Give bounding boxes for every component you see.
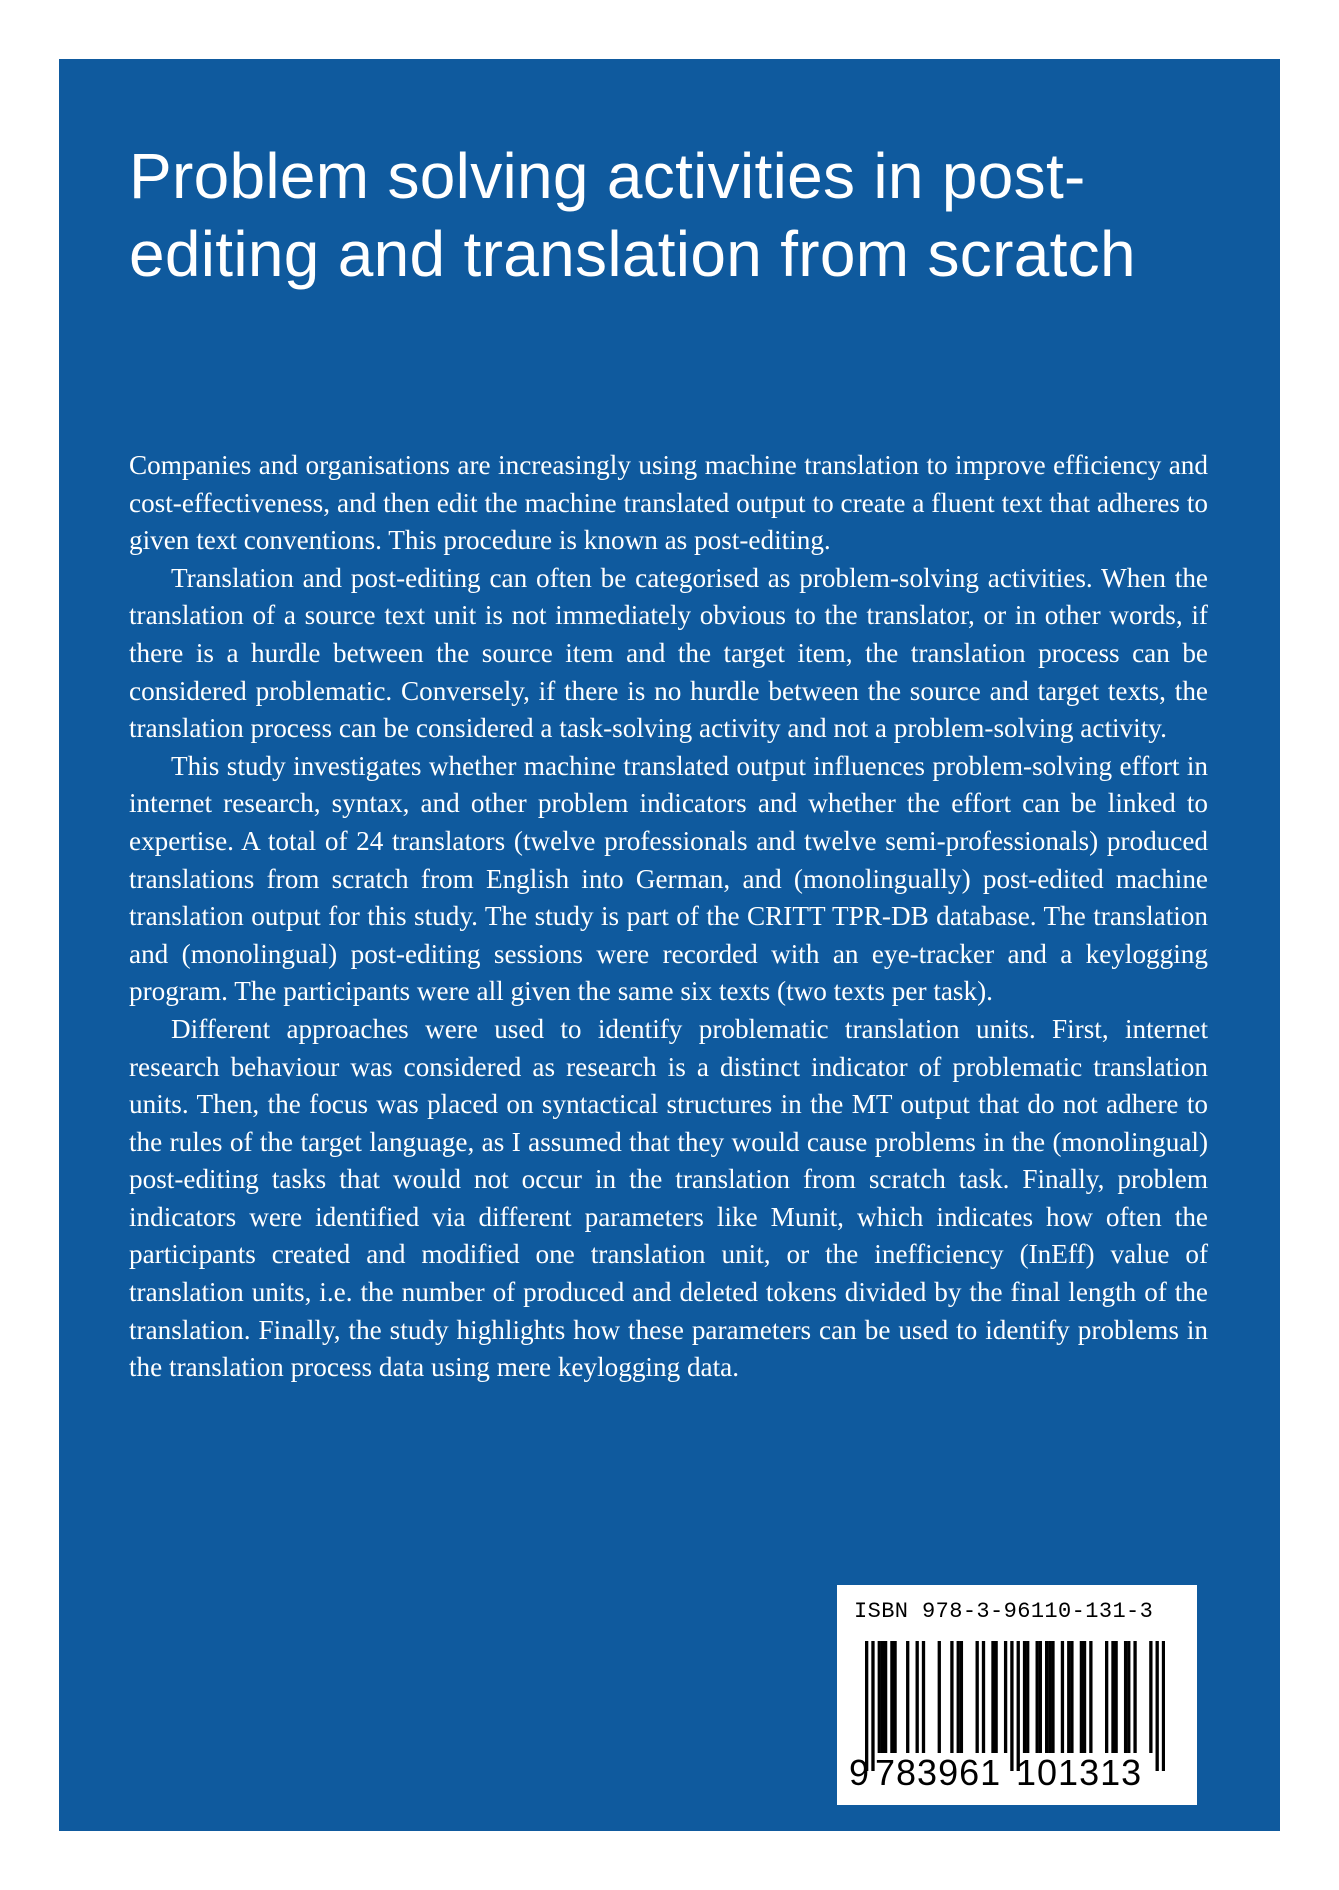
barcode-right-digits: 101313 [1016,1752,1143,1793]
barcode-bar [1051,1641,1054,1753]
barcode-bar [1133,1641,1136,1753]
barcode-bar [960,1641,963,1753]
barcode-bar [893,1641,896,1753]
barcode-bar [1061,1641,1064,1753]
barcode-bar [1039,1641,1042,1753]
barcode-bar [884,1641,887,1753]
barcode-bar [1111,1641,1114,1753]
isbn-label: ISBN 978-3-96110-131-3 [854,1599,1154,1624]
barcode-guard-bar [1010,1641,1013,1771]
book-back-cover [59,59,1280,1831]
book-blurb [129,447,1208,1387]
barcode-bar [1105,1641,1108,1753]
barcode-bar [881,1641,884,1753]
barcode-bar [1080,1641,1083,1753]
barcode-bar [1083,1641,1086,1753]
barcode-bar [890,1641,893,1753]
barcode-bar [1114,1641,1117,1753]
barcode-bar [1067,1641,1070,1753]
barcode-guard-bar [1162,1641,1165,1771]
barcode-bar [950,1641,953,1753]
barcode-bar [1070,1641,1073,1753]
barcode-bar [982,1641,985,1753]
barcode-bar [1124,1641,1127,1753]
blurb-paragraph-1: Companies and organisations are increasingly using machine translation to improve efficiency and cost-effectiveness, and then edit the machine translated output to create a fluent text that adheres to given text conventions. This procedure is known as post-editing. [129,450,1208,556]
barcode-bar [957,1641,960,1753]
barcode-bar [906,1641,909,1753]
barcode-bar [922,1641,925,1753]
barcode-guard-bar [1156,1641,1159,1771]
barcode-bar [1089,1641,1092,1753]
barcode-bar [976,1641,979,1753]
blurb-paragraph-4: Different approaches were used to identify problematic translation units. First, internet research behaviour was considered as research is a distinct indicator of problematic translation units. Then, the focus was placed on syntactical structures in the MT output that do not adhere to the rules of the target language, as I assumed that they would cause problems in the (monolingual) post-editing tasks that would not occur in the translation from scratch task. Finally, problem indicators were identified via different parameters like Munit, which indicates how often the participants created and modified one translation unit, or the inefficiency (InEff) value of translation units, i.e. the number of produced and deleted tokens divided by the final length of the translation. Finally, the study highlights how these parameters can be used to identify problems in the translation process data using mere keylogging data. [129,1013,1208,1383]
barcode-bar [1026,1641,1029,1753]
blurb-paragraph-3: This study investigates whether machine translated output influences problem-solving effort in internet research, syntax, and other problem indicators and whether the effort can be linked to expertise. A total of 24 translators (twelve professionals and twelve semi-professionals) produced translations from scratch from English into German, and (monolingually) post-edited machine translation output for this study. The study is part of the CRITT TPR-DB database. The translation and (monolingual) post-editing sessions were recorded with an eye-tracker and a keylogging program. The participants were all given the same six texts (two texts per task). [129,750,1208,1007]
barcode-bar [1127,1641,1130,1753]
barcode-bar [1048,1641,1051,1753]
isbn-barcode-box [837,1585,1197,1805]
barcode-bar [991,1641,994,1753]
barcode-bar [1004,1641,1007,1753]
barcode-bar [878,1641,881,1753]
barcode-left-digits: 783961 [875,1752,1002,1793]
barcode-lead-digit: 9 [849,1752,870,1793]
book-title: Problem solving activities in post-editing and translation from scratch [129,140,1136,290]
barcode-bar [1045,1641,1048,1753]
barcode-bar [1023,1641,1026,1753]
barcode-bar [994,1641,997,1753]
blurb-paragraph-2: Translation and post-editing can often be categorised as problem-solving activities. When the translation of a source text unit is not immediately obvious to the translator, or in other words, if there is a hurdle between the source item and the target item, the translation process can be considered problematic. Conversely, if there is no hurdle between the source and target texts, the translation process can be considered a task-solving activity and not a problem-solving activity. [129,562,1208,744]
barcode-bar [938,1641,941,1753]
barcode-bar [1149,1641,1152,1753]
barcode-bar [916,1641,919,1753]
barcode-bar [1036,1641,1039,1753]
